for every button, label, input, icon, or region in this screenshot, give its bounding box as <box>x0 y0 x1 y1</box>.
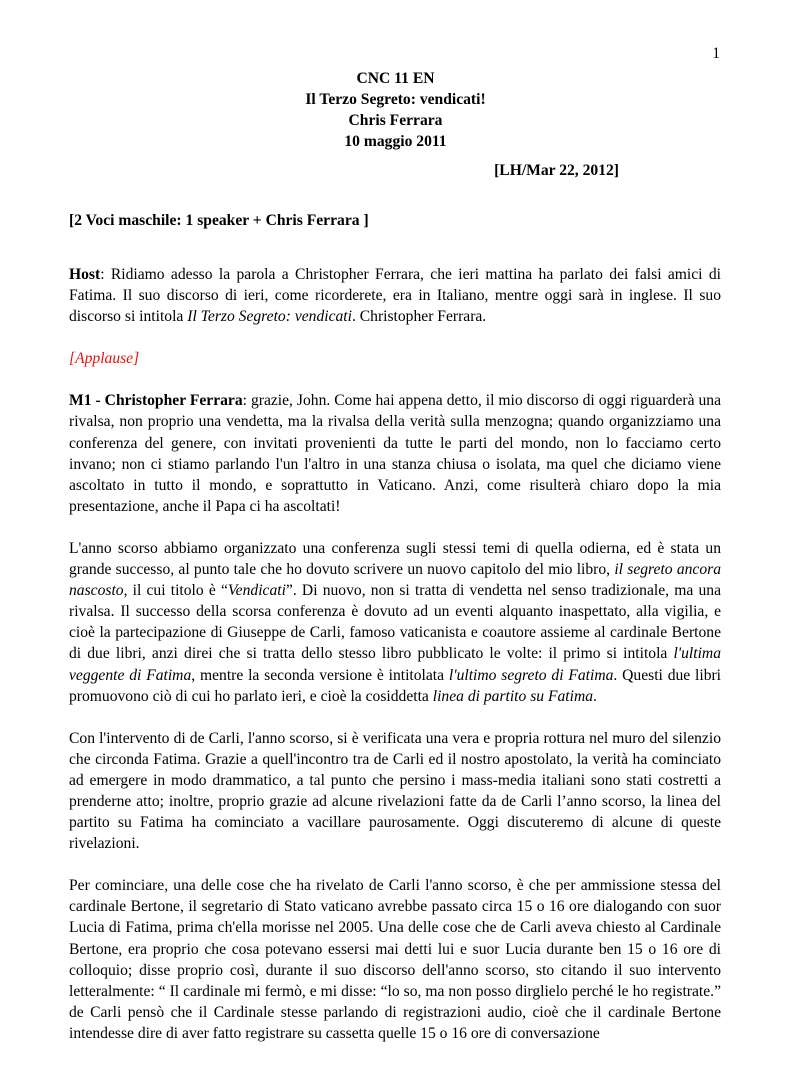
para2-italic-1: il segreto ancora nascosto <box>69 561 722 600</box>
para2-text-e: . Questi due libri promuovono ciò di cui ho parlato ieri, e cioè la cosiddetta <box>69 666 722 705</box>
document-code: CNC 11 EN <box>356 70 435 87</box>
para2-text-c: ”. Di nuovo, non si tratta di vendetta nel senso tradizionale, ma una rivalsa. Il successo della scorsa conferenza è dovuto ad un eventi alquanto inaspettato, alla vigilia, e cioè la partecipazione di Giuseppe de Carli, famoso vaticanista e coautore assieme al cardinale Bertone di due libri, anzi direi che si tratta dello stesso libro pubblicato le volte: il primo si intitola <box>69 582 721 663</box>
para2-text-b: , il cui titolo è “ <box>123 582 228 600</box>
para2-italic-3: l'ultima veggente di Fatima <box>69 645 721 684</box>
page-number: 1 <box>712 45 720 62</box>
document-author: Chris Ferrara <box>348 112 443 129</box>
para2-italic-2: Vendicati <box>227 582 286 600</box>
para2-italic-4: l'ultimo segreto di Fatima <box>448 666 614 684</box>
transcript-body <box>69 264 721 1065</box>
document-title: Il Terzo Segreto: vendicati! <box>305 91 486 108</box>
para2-text-d: , mentre la seconda versione è intitolata <box>191 666 449 684</box>
para2-text-f: . <box>593 687 597 705</box>
host-title-italic: Il Terzo Segreto: vendicati <box>187 308 352 326</box>
host-text-a: : Ridiamo adesso la parola a Christopher Ferrara, che ieri mattina ha parlato dei falsi amici di Fatima. Il suo discorso di ieri, come ricorderete, era in Italiano, mentre oggi sarà in inglese. Il suo discorso si intitola <box>69 266 721 326</box>
paragraph-bertone: Per cominciare, una delle cose che ha rivelato de Carli l'anno scorso, è che per ammissione stessa del cardinale Bertone, il segretario di Stato vaticano avrebbe passato circa 15 o 16 ore dialogando con suor Lucia di Fatima, prima ch'ella morisse nel 2005. Una delle cose che de Carli aveva chiesto al Cardinale Bertone, era proprio che cosa potevano essersi mai detti lui e suor Lucia durante ben 15 o 16 ore di colloquio; disse proprio così, durante il suo discorso dell'anno scorso, sto citando il suo intervento letteralmente: “ Il cardinale mi fermò, e mi disse: “lo so, ma non posso dirglielo perché le ho registrate.” de Carli pensò che il Cardinale stesse parlando di registrazioni audio, cioè che il cardinale Bertone intendesse dire di aver fatto registrare su cassetta quelle 15 o 16 ore di conversazione <box>69 877 721 1042</box>
speaker-label-host: Host <box>69 266 101 283</box>
voices-note: [2 Voci maschile: 1 speaker + Chris Ferrara ] <box>69 212 369 229</box>
host-paragraph <box>69 264 721 327</box>
para2-italic-5: linea di partito su Fatima <box>432 687 594 705</box>
applause-note: [Applause] <box>69 350 140 368</box>
document-header <box>0 68 791 152</box>
paragraph-de-carli: Con l'intervento di de Carli, l'anno scorso, si è verificata una vera e propria rottura nel muro del silenzio che circonda Fatima. Grazie a quell'incontro tra de Carli ed il nostro apostolato, la verità ha cominciato ad emergere in modo drammatico, a tal punto che persino i mass-media italiani sono stati costretti a prenderne atto; inoltre, proprio grazie ad alcune rivelazioni fatte da de Carli l’anno scorso, la linea del partito su Fatima ha cominciato a vacillare paurosamente. Oggi discuteremo di alcune di queste rivelazioni. <box>69 729 721 853</box>
host-text-b: . Christopher Ferrara. <box>351 308 487 326</box>
m1-paragraph <box>69 390 721 517</box>
speaker-label-m1: M1 - Christopher Ferrara <box>69 392 243 410</box>
revision-stamp: [LH/Mar 22, 2012] <box>494 162 619 179</box>
paragraph-conference <box>69 538 721 707</box>
m1-text: : grazie, John. Come hai appena detto, il mio discorso di oggi riguarderà una rivalsa, non proprio una vendetta, ma la rivalsa della verità sulla menzogna; quando organizziamo una conferenza del genere, con invitati provenienti da tutte le parti del mondo, non lo facciamo certo invano; non ci stiamo parlando l'un l'altro in una stanza chiusa o isolata, ma quel che diciamo viene ascoltato in tutto il mondo, e soprattutto in Vaticano. Anzi, come risulterà chiaro dopo la mia presentazione, anche il Papa ci ha ascoltati! <box>69 392 722 515</box>
document-date: 10 maggio 2011 <box>344 133 447 150</box>
para2-text-a: L'anno scorso abbiamo organizzato una conferenza sugli stessi temi di quella odierna, ed è stata un grande successo, al punto tale che ho dovuto scrivere un nuovo capitolo del mio libro, <box>69 539 721 579</box>
